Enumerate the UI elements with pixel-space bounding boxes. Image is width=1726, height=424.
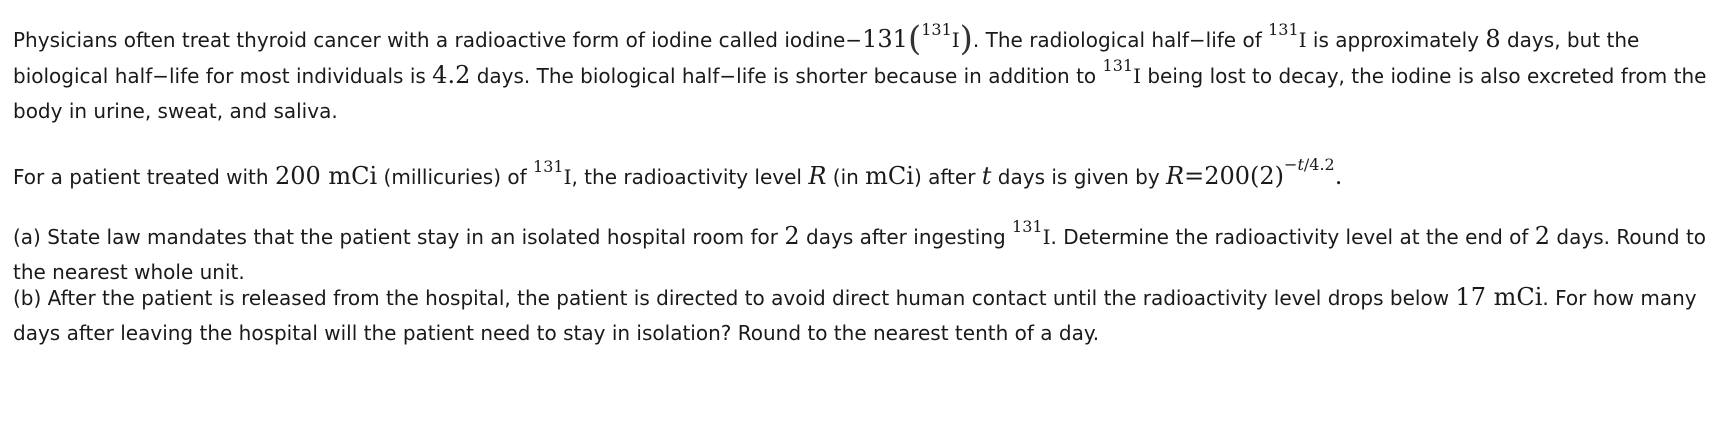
formula-exponent: −t/4.2 — [1284, 155, 1335, 174]
part-b-threshold-level: 17 mCi — [1455, 283, 1543, 311]
intro-text-5: days. The biological half−life is shorter because in addition to — [470, 64, 1103, 88]
part-b-paragraph — [13, 280, 1713, 351]
part-b-text-2: . For how many days after leaving the hospital will the patient need to stay in isolation? Round to the nearest tenth of a day. — [13, 286, 1697, 345]
model-text-5: ) after — [913, 165, 982, 189]
variable-R: R — [808, 162, 827, 190]
intro-text-3: is approximately — [1306, 28, 1486, 52]
part-a-text-1: (a) State law mandates that the patient stay in an isolated hospital room for — [13, 225, 785, 249]
radiological-half-life-value: 8 — [1485, 25, 1501, 53]
intro-text-6: being lost to decay, the iodine is also excreted from the body in urine, sweat, and saliva. — [13, 64, 1707, 123]
part-a-text-4: days. Round to the nearest whole unit. — [13, 225, 1707, 284]
close-paren: ) — [959, 19, 973, 59]
initial-dose: 200 mCi — [274, 162, 378, 190]
model-text-1: For a patient treated with — [13, 165, 275, 189]
problem-text — [13, 0, 1713, 345]
intro-paragraph — [13, 19, 1713, 129]
part-a-days-1: 2 — [784, 222, 800, 250]
model-text-3: , the radioactivity level — [571, 165, 809, 189]
model-text-4: (in — [826, 165, 866, 189]
model-text-6: days is given by — [991, 165, 1167, 189]
open-paren: ( — [907, 19, 922, 59]
iodine-isotope-symbol: $^{131}$I — [1012, 217, 1051, 249]
intro-text-1: Physicians often treat thyroid cancer with a radioactive form of iodine called iodine− — [13, 28, 863, 52]
intro-text-4: days, but the biological half−life for most individuals is — [13, 28, 1640, 88]
formula-base: =200(2) — [1184, 162, 1285, 190]
formula-period: . — [1334, 162, 1343, 190]
intro-text-2: . The radiological half−life of — [972, 28, 1269, 52]
biological-half-life-value: 4.2 — [432, 61, 471, 89]
iodine-isotope-symbol: $^{131}$I — [1102, 56, 1141, 88]
iodine-isotope-symbol: $^{131}$I — [921, 20, 960, 52]
model-paragraph — [13, 155, 1713, 195]
iodine-mass-number: 131 — [862, 25, 908, 53]
part-a-days-2: 2 — [1534, 222, 1551, 250]
variable-t: t — [981, 162, 992, 190]
iodine-isotope-symbol: $^{131}$I — [1268, 20, 1307, 52]
part-b-text-1: (b) After the patient is released from the hospital, the patient is directed to avoid direct human contact until the radioactivity level drops below — [13, 286, 1456, 310]
part-a-text-2: days after ingesting — [799, 225, 1013, 249]
iodine-isotope-symbol: $^{131}$I — [533, 157, 572, 189]
formula-lhs: R — [1166, 162, 1185, 190]
part-a-text-3: . Determine the radioactivity level at the end of — [1050, 225, 1535, 249]
model-text-2: (millicuries) of — [377, 165, 534, 189]
unit-mCi: mCi — [865, 162, 914, 190]
